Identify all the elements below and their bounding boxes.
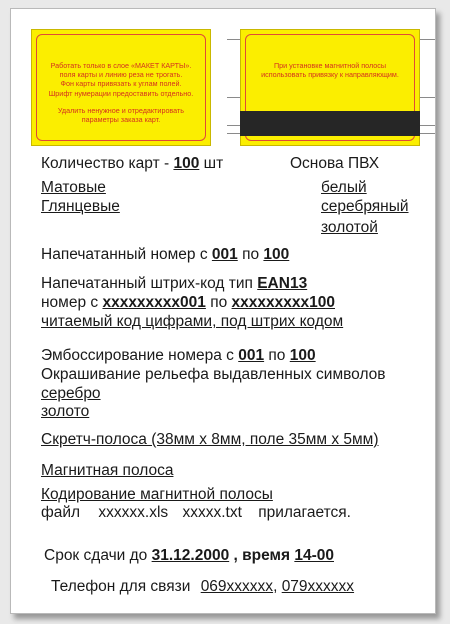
deadline-time-label: , время	[229, 547, 295, 564]
tipping-label: Окрашивание рельефа выдавленных символов	[41, 366, 386, 383]
card-front-note	[40, 106, 202, 124]
tipping-gold[interactable]: золото	[41, 403, 90, 420]
printed-number-row	[41, 245, 289, 264]
scratch-panel-option[interactable]: Скретч-полоса (38мм х 8мм, поле 35мм х 5мм)	[41, 431, 379, 448]
quantity-value[interactable]: 100	[173, 155, 200, 172]
quantity-label: Количество карт -	[41, 155, 174, 172]
phone-label: Телефон для связи	[51, 578, 191, 595]
deadline-label: Срок сдачи до	[44, 547, 152, 564]
base-white[interactable]: белый	[321, 179, 367, 196]
printed-number-separator: по	[237, 246, 264, 263]
tipping-silver[interactable]: серебро	[41, 385, 101, 402]
card-back-layout	[240, 29, 420, 146]
barcode-number-row	[41, 293, 335, 312]
barcode-readable-option[interactable]: читаемый код цифрами, под штрих кодом	[41, 313, 344, 330]
deadline-row	[44, 546, 334, 565]
magnetic-encoding-option[interactable]: Кодирование магнитной полосы	[41, 486, 273, 503]
phone-row	[51, 577, 354, 596]
card-front-instructions	[40, 61, 202, 98]
instruction-line: Удалить ненужное и отредактировать	[57, 106, 185, 115]
printed-number-from[interactable]: 001	[211, 246, 238, 263]
base-silver[interactable]: серебряный	[321, 198, 409, 215]
card-front-layout	[31, 29, 211, 146]
emboss-row	[41, 346, 316, 365]
barcode-type-row	[41, 274, 307, 293]
emboss-label: Эмбоссирование номера с	[41, 347, 239, 364]
barcode-label: Напечатанный штрих-код тип	[41, 275, 258, 292]
quantity-unit: шт	[199, 155, 224, 172]
printed-number-label: Напечатанный номер с	[41, 246, 212, 263]
order-form-sheet	[10, 8, 436, 614]
instruction-line: поля карты и линию реза не трогать.	[59, 70, 183, 80]
finish-glossy[interactable]: Глянцевые	[41, 198, 120, 215]
phone-number-1[interactable]: 069xxxxxx	[200, 578, 274, 595]
deadline-time[interactable]: 14-00	[294, 547, 334, 564]
instruction-line: При установке магнитной полосы	[273, 61, 387, 70]
file-attached-note: прилагается.	[258, 504, 351, 521]
card-back-instructions	[249, 61, 411, 79]
barcode-number-from[interactable]: xxxxxxxxx001	[102, 294, 206, 311]
quantity-row	[41, 154, 223, 173]
emboss-separator: по	[264, 347, 290, 364]
magnetic-stripe	[240, 111, 420, 136]
instruction-line: параметры заказа карт.	[81, 115, 161, 125]
file-label: файл	[41, 504, 81, 521]
deadline-date[interactable]: 31.12.2000	[151, 547, 230, 564]
emboss-from[interactable]: 001	[238, 347, 265, 364]
finish-matte[interactable]: Матовые	[41, 179, 106, 196]
barcode-number-to[interactable]: xxxxxxxxx100	[231, 294, 335, 311]
printed-number-to[interactable]: 100	[263, 246, 290, 263]
instruction-line: Шрифт нумерации предоставить отдельно.	[48, 88, 194, 98]
barcode-type[interactable]: EAN13	[257, 275, 308, 292]
base-gold[interactable]: золотой	[321, 219, 378, 236]
instruction-line: Фон карты привязать к углам полей.	[60, 79, 182, 89]
phone-separator: ,	[273, 578, 278, 595]
base-label: Основа ПВХ	[290, 155, 380, 172]
file-xls[interactable]: xxxxxx.xls	[98, 504, 169, 521]
barcode-number-label: номер с	[41, 294, 103, 311]
instruction-line: использовать привязку к направляющим.	[261, 70, 399, 80]
barcode-number-separator: по	[205, 294, 232, 311]
magnetic-stripe-option[interactable]: Магнитная полоса	[41, 462, 174, 479]
encoding-file-row	[41, 503, 351, 522]
file-txt[interactable]: xxxxx.txt	[182, 504, 242, 521]
emboss-to[interactable]: 100	[289, 347, 316, 364]
instruction-line: Работать только в слое «МАКЕТ КАРТЫ».	[50, 61, 192, 70]
phone-number-2[interactable]: 079xxxxxx	[281, 578, 355, 595]
